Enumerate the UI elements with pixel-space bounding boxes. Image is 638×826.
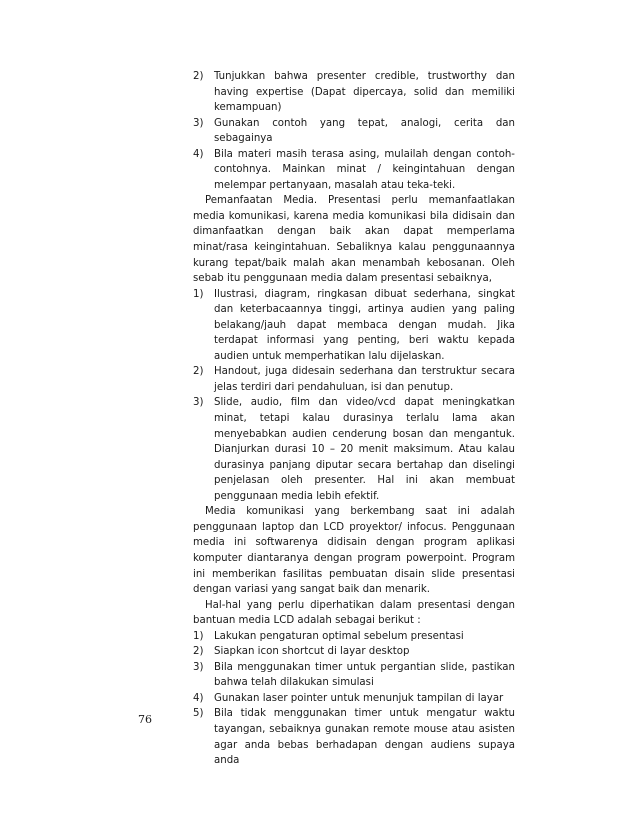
list-number: 5) — [193, 708, 204, 720]
list-item — [193, 660, 515, 691]
list-item — [193, 644, 515, 660]
list-item — [193, 629, 515, 645]
list-number: 3) — [193, 661, 204, 673]
presenter-tips-list — [193, 69, 515, 193]
page-number: 76 — [138, 713, 152, 726]
list-item — [193, 69, 515, 116]
paragraph-lcd: Hal-hal yang perlu diperhatikan dalam presentasi dengan bantuan media LCD adalah sebagai berikut : — [193, 599, 515, 627]
list-number: 3) — [193, 117, 204, 129]
list-item — [193, 691, 515, 707]
list-number: 4) — [193, 148, 204, 160]
lcd-tips-list — [193, 629, 515, 769]
list-number: 1) — [193, 630, 204, 642]
list-text: Bila materi masih terasa asing, mulailah dengan contoh-contohnya. Mainkan minat / keingintahuan dengan melempar pertanyaan, masalah atau teka-teki. — [214, 148, 515, 191]
list-item — [193, 364, 515, 395]
list-text: Slide, audio, film dan video/vcd dapat meningkatkan minat, tetapi kalau durasinya terlalu lama akan menyebabkan audien cenderung bosan dan mengantuk. Dianjurkan durasi 10 – 20 menit maksimum. Atau kalau durasinya panjang diputar secara bertahap dan diselingi penjelasan oleh presenter. Hal ini akan membuat penggunaan media lebih efektif. — [214, 397, 515, 502]
list-number: 2) — [193, 366, 204, 378]
list-text: Gunakan contoh yang tepat, analogi, cerita dan sebagainya — [214, 117, 515, 145]
list-text: Lakukan pengaturan optimal sebelum presentasi — [214, 630, 464, 642]
list-item — [193, 147, 515, 194]
list-item — [193, 287, 515, 365]
list-number: 3) — [193, 397, 204, 409]
list-number: 2) — [193, 71, 204, 82]
page-body — [193, 69, 515, 769]
list-item — [193, 395, 515, 504]
list-item — [193, 706, 515, 768]
list-text: Bila menggunakan timer untuk pergantian slide, pastikan bahwa telah dilakukan simulasi — [214, 661, 515, 689]
list-text: Siapkan icon shortcut di layar desktop — [214, 646, 410, 658]
list-text: Handout, juga didesain sederhana dan terstruktur secara jelas terdiri dari pendahuluan, isi dan penutup. — [214, 366, 515, 393]
paragraph-komunikasi: Media komunikasi yang berkembang saat ini adalah penggunaan laptop dan LCD proyektor/ infocus. Penggunaan media ini softwarenya didisain dengan program aplikasi komputer diantaranya dengan program powerpoint. Program ini memberikan fasilitas pembuatan disain slide presentasi dengan variasi yang sangat baik dan menarik. — [193, 506, 515, 596]
list-text: Bila tidak menggunakan timer untuk mengatur waktu tayangan, sebaiknya gunakan remote mouse atau asisten agar anda bebas berhadapan dengan audiens supaya anda — [214, 708, 515, 767]
media-usage-list — [193, 287, 515, 505]
list-number: 2) — [193, 646, 204, 658]
list-text: Gunakan laser pointer untuk menunjuk tampilan di layar — [214, 692, 504, 704]
list-text: Tunjukkan bahwa presenter credible, trustworthy dan having expertise (Dapat dipercaya, solid dan memiliki kemampuan) — [214, 71, 515, 114]
list-number: 4) — [193, 692, 204, 704]
list-text: Ilustrasi, diagram, ringkasan dibuat sederhana, singkat dan keterbacaannya tinggi, artinya audien yang paling belakang/jauh dapat membaca dengan mudah. Jika terdapat informasi yang penting, beri waktu kepada audien untuk memperhatikan lalu dijelaskan. — [214, 288, 515, 362]
list-item — [193, 116, 515, 147]
list-number: 1) — [193, 288, 204, 300]
paragraph-media: Pemanfaatan Media. Presentasi perlu memanfaatlakan media komunikasi, karena media komunikasi bila didisain dan dimanfaatkan dengan baik akan dapat memperlama minat/rasa keingintahuan. Sebaliknya kalau penggunaannya kurang tepat/baik malah akan menambah kebosanan. Oleh sebab itu penggunaan media dalam presentasi sebaiknya, — [193, 195, 515, 285]
